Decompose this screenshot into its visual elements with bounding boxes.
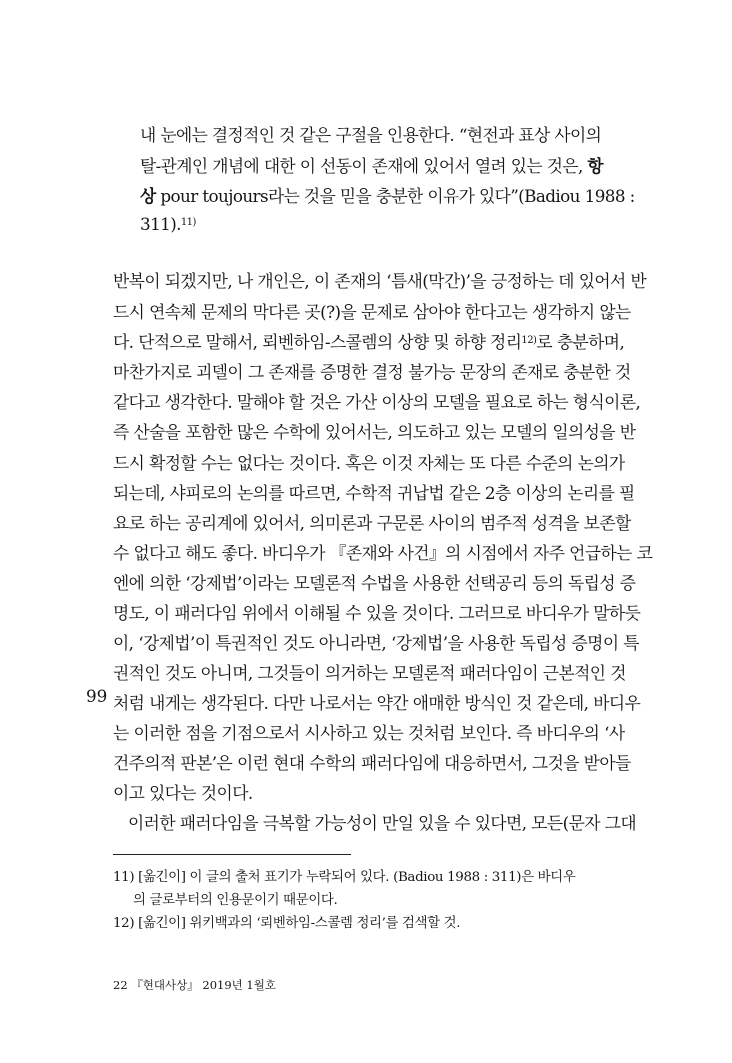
body-line-1: 반복이 되겠지만, 나 개인은, 이 존재의 ‘틈새(막간)’을 긍정하는 데 있어서 반 — [113, 271, 647, 291]
quote-line-4 — [140, 214, 196, 234]
body-line-3 — [113, 329, 624, 353]
footnote-11-continued: 의 글로부터의 인용문이기 때문이다. — [133, 893, 338, 908]
body-line-15: 처럼 내게는 생각된다. 다만 나로서는 약간 애매한 방식인 것 같은데, 바디우 — [113, 693, 641, 713]
footnote-12: 12) [옮긴이] 위키백과의 ‘뢰벤하임-스콜렘 정리’를 검색할 것. — [113, 916, 461, 931]
body-line-14: 권적인 것도 아니며, 그것들이 의거하는 모델론적 패러다임이 근본적인 것 — [113, 663, 626, 683]
body-line-16: 는 이러한 점을 기점으로서 시사하고 있는 것처럼 보인다. 즉 바디우의 ‘사 — [113, 723, 625, 743]
running-footer: 22 『현대사상』 2019년 1월호 — [113, 978, 276, 992]
quote-emphasis-1: 항 — [587, 156, 604, 176]
body-line-7: 드시 확정할 수는 없다는 것이다. 혹은 이것 자체는 또 다른 수준의 논의가 — [113, 453, 625, 473]
body-line-17: 건주의적 판본’은 이런 현대 수학의 패러다임에 대응하면서, 그것을 받아들 — [113, 753, 631, 773]
body-line-3b: 로 충분하며, — [536, 332, 625, 352]
margin-page-number: 99 — [86, 686, 108, 706]
body-line-3a: 다. 단적으로 말해서, 뢰벤하임-스콜렘의 상향 및 하향 정리 — [113, 332, 522, 352]
body-line-2: 드시 연속체 문제의 막다른 곳(?)을 문제로 삼아야 한다고는 생각하지 않는 — [113, 302, 631, 322]
footnote-ref-11: 11) — [180, 217, 196, 228]
body-line-13: 이, ‘강제법’이 특권적인 것도 아니라면, ‘강제법’을 사용한 독립성 증명이 특 — [113, 633, 639, 653]
body-line-6: 즉 산술을 포함한 많은 수학에 있어서는, 의도하고 있는 모델의 일의성을 반 — [113, 422, 636, 442]
quote-line-3-text: pour toujours라는 것을 믿을 충분한 이유가 있다”(Badiou 1988 : — [155, 186, 635, 206]
quote-emphasis-2: 상 — [140, 186, 156, 206]
quote-line-1: 내 눈에는 결정적인 것 같은 구절을 인용한다. “현전과 표상 사이의 — [140, 125, 602, 145]
body-line-10: 수 없다고 해도 좋다. 바디우가 『존재와 사건』의 시점에서 자주 언급하는 코 — [113, 543, 653, 563]
body-line-18: 이고 있다는 것이다. — [113, 783, 253, 803]
body-line-12: 명도, 이 패러다임 위에서 이해될 수 있을 것이다. 그러므로 바디우가 말하듯 — [113, 603, 641, 623]
quote-line-3 — [140, 183, 635, 207]
quote-line-2 — [140, 153, 603, 177]
footnote-divider — [113, 854, 351, 855]
footnote-ref-12: 12) — [521, 335, 537, 346]
body-line-4: 마찬가지로 괴델이 그 존재를 증명한 결정 불가능 문장의 존재로 충분한 것 — [113, 362, 631, 382]
quote-line-2-text: 탈-관계인 개념에 대한 이 선동이 존재에 있어서 열려 있는 것은, — [140, 156, 588, 176]
footnote-11: 11) [옮긴이] 이 글의 출처 표기가 누락되어 있다. (Badiou 1988 : 311)은 바디우 — [113, 870, 576, 885]
body-line-8: 되는데, 샤피로의 논의를 따르면, 수학적 귀납법 같은 2층 이상의 논리를 필 — [113, 483, 635, 503]
quote-line-4-text: 311). — [140, 214, 181, 234]
body-line-11: 엔에 의한 ‘강제법’이라는 모델론적 수법을 사용한 선택공리 등의 독립성 증 — [113, 573, 636, 593]
body-line-9: 요로 하는 공리계에 있어서, 의미론과 구문론 사이의 범주적 성격을 보존할 — [113, 513, 631, 533]
body-line-19: 이러한 패러다임을 극복할 가능성이 만일 있을 수 있다면, 모든(문자 그대 — [128, 813, 637, 833]
body-line-5: 같다고 생각한다. 말해야 할 것은 가산 이상의 모델을 필요로 하는 형식이론, — [113, 392, 641, 412]
